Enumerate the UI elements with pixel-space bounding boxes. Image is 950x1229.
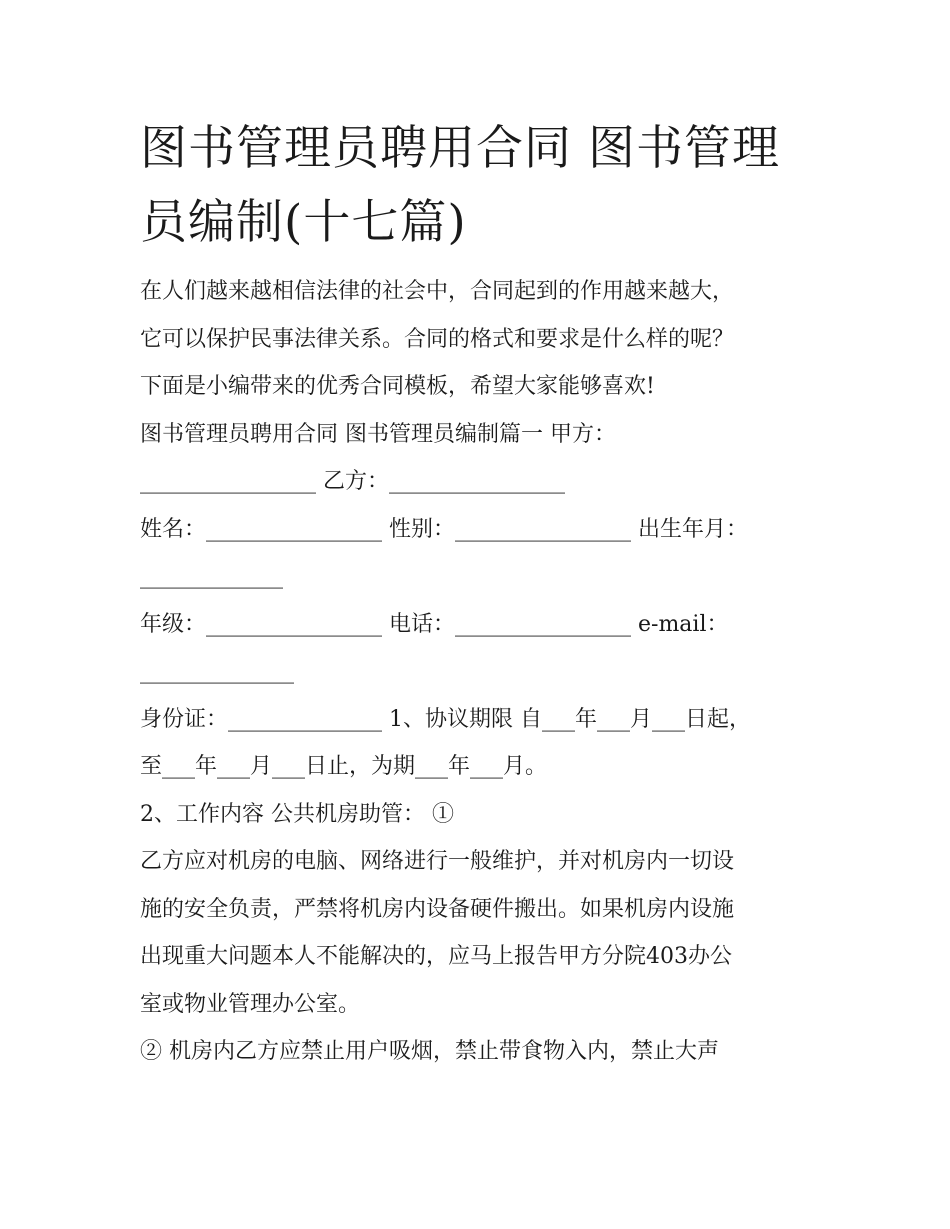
body-line-duty-2: 施的安全负责，严禁将机房内设备硬件搬出。如果机房内设施	[140, 896, 735, 922]
body-line-intro-3: 下面是小编带来的优秀合同模板，希望大家能够喜欢!	[140, 374, 655, 399]
body-line-intro-1: 在人们越来越相信法律的社会中，合同起到的作用越来越大，	[140, 279, 735, 304]
body-line-rule-2: ② 机房内乙方应禁止用户吸烟，禁止带食物入内，禁止大声	[140, 1039, 719, 1064]
body-line-email-blank: ______________	[140, 659, 294, 684]
body-line-term-end: 至___年___月___日止，为期___年___月。	[140, 754, 548, 779]
document-page	[140, 112, 830, 1076]
title-line-2: 员编制(十七篇)	[140, 195, 467, 250]
body-line-party-b: ________________ 乙方：________________	[140, 469, 565, 494]
body-line-duty-3: 出现重大问题本人不能解决的，应马上报告甲方分院403办公	[140, 944, 732, 969]
body-line-heading: 图书管理员聘用合同 图书管理员编制篇一 甲方：	[140, 421, 616, 447]
document-title	[140, 112, 830, 260]
document-body	[140, 268, 830, 1076]
body-line-id-term: 身份证：______________ 1、协议期限 自___年___月___日起，	[140, 706, 751, 732]
body-line-grade-phone: 年级：________________ 电话：________________ e-mail：	[140, 611, 729, 637]
body-line-intro-2: 它可以保护民事法律关系。合同的格式和要求是什么样的呢？	[140, 326, 735, 352]
body-line-work-content: 2、工作内容 公共机房助管： ①	[140, 801, 454, 827]
body-line-duty-4: 室或物业管理办公室。	[140, 991, 361, 1017]
title-line-1: 图书管理员聘用合同 图书管理	[140, 121, 780, 176]
body-line-birth-blank: _____________	[140, 564, 283, 589]
body-line-name-gender: 姓名：________________ 性别：________________ 出生年月：	[140, 516, 748, 542]
body-line-duty-1: 乙方应对机房的电脑、网络进行一般维护，并对机房内一切设	[140, 849, 735, 874]
